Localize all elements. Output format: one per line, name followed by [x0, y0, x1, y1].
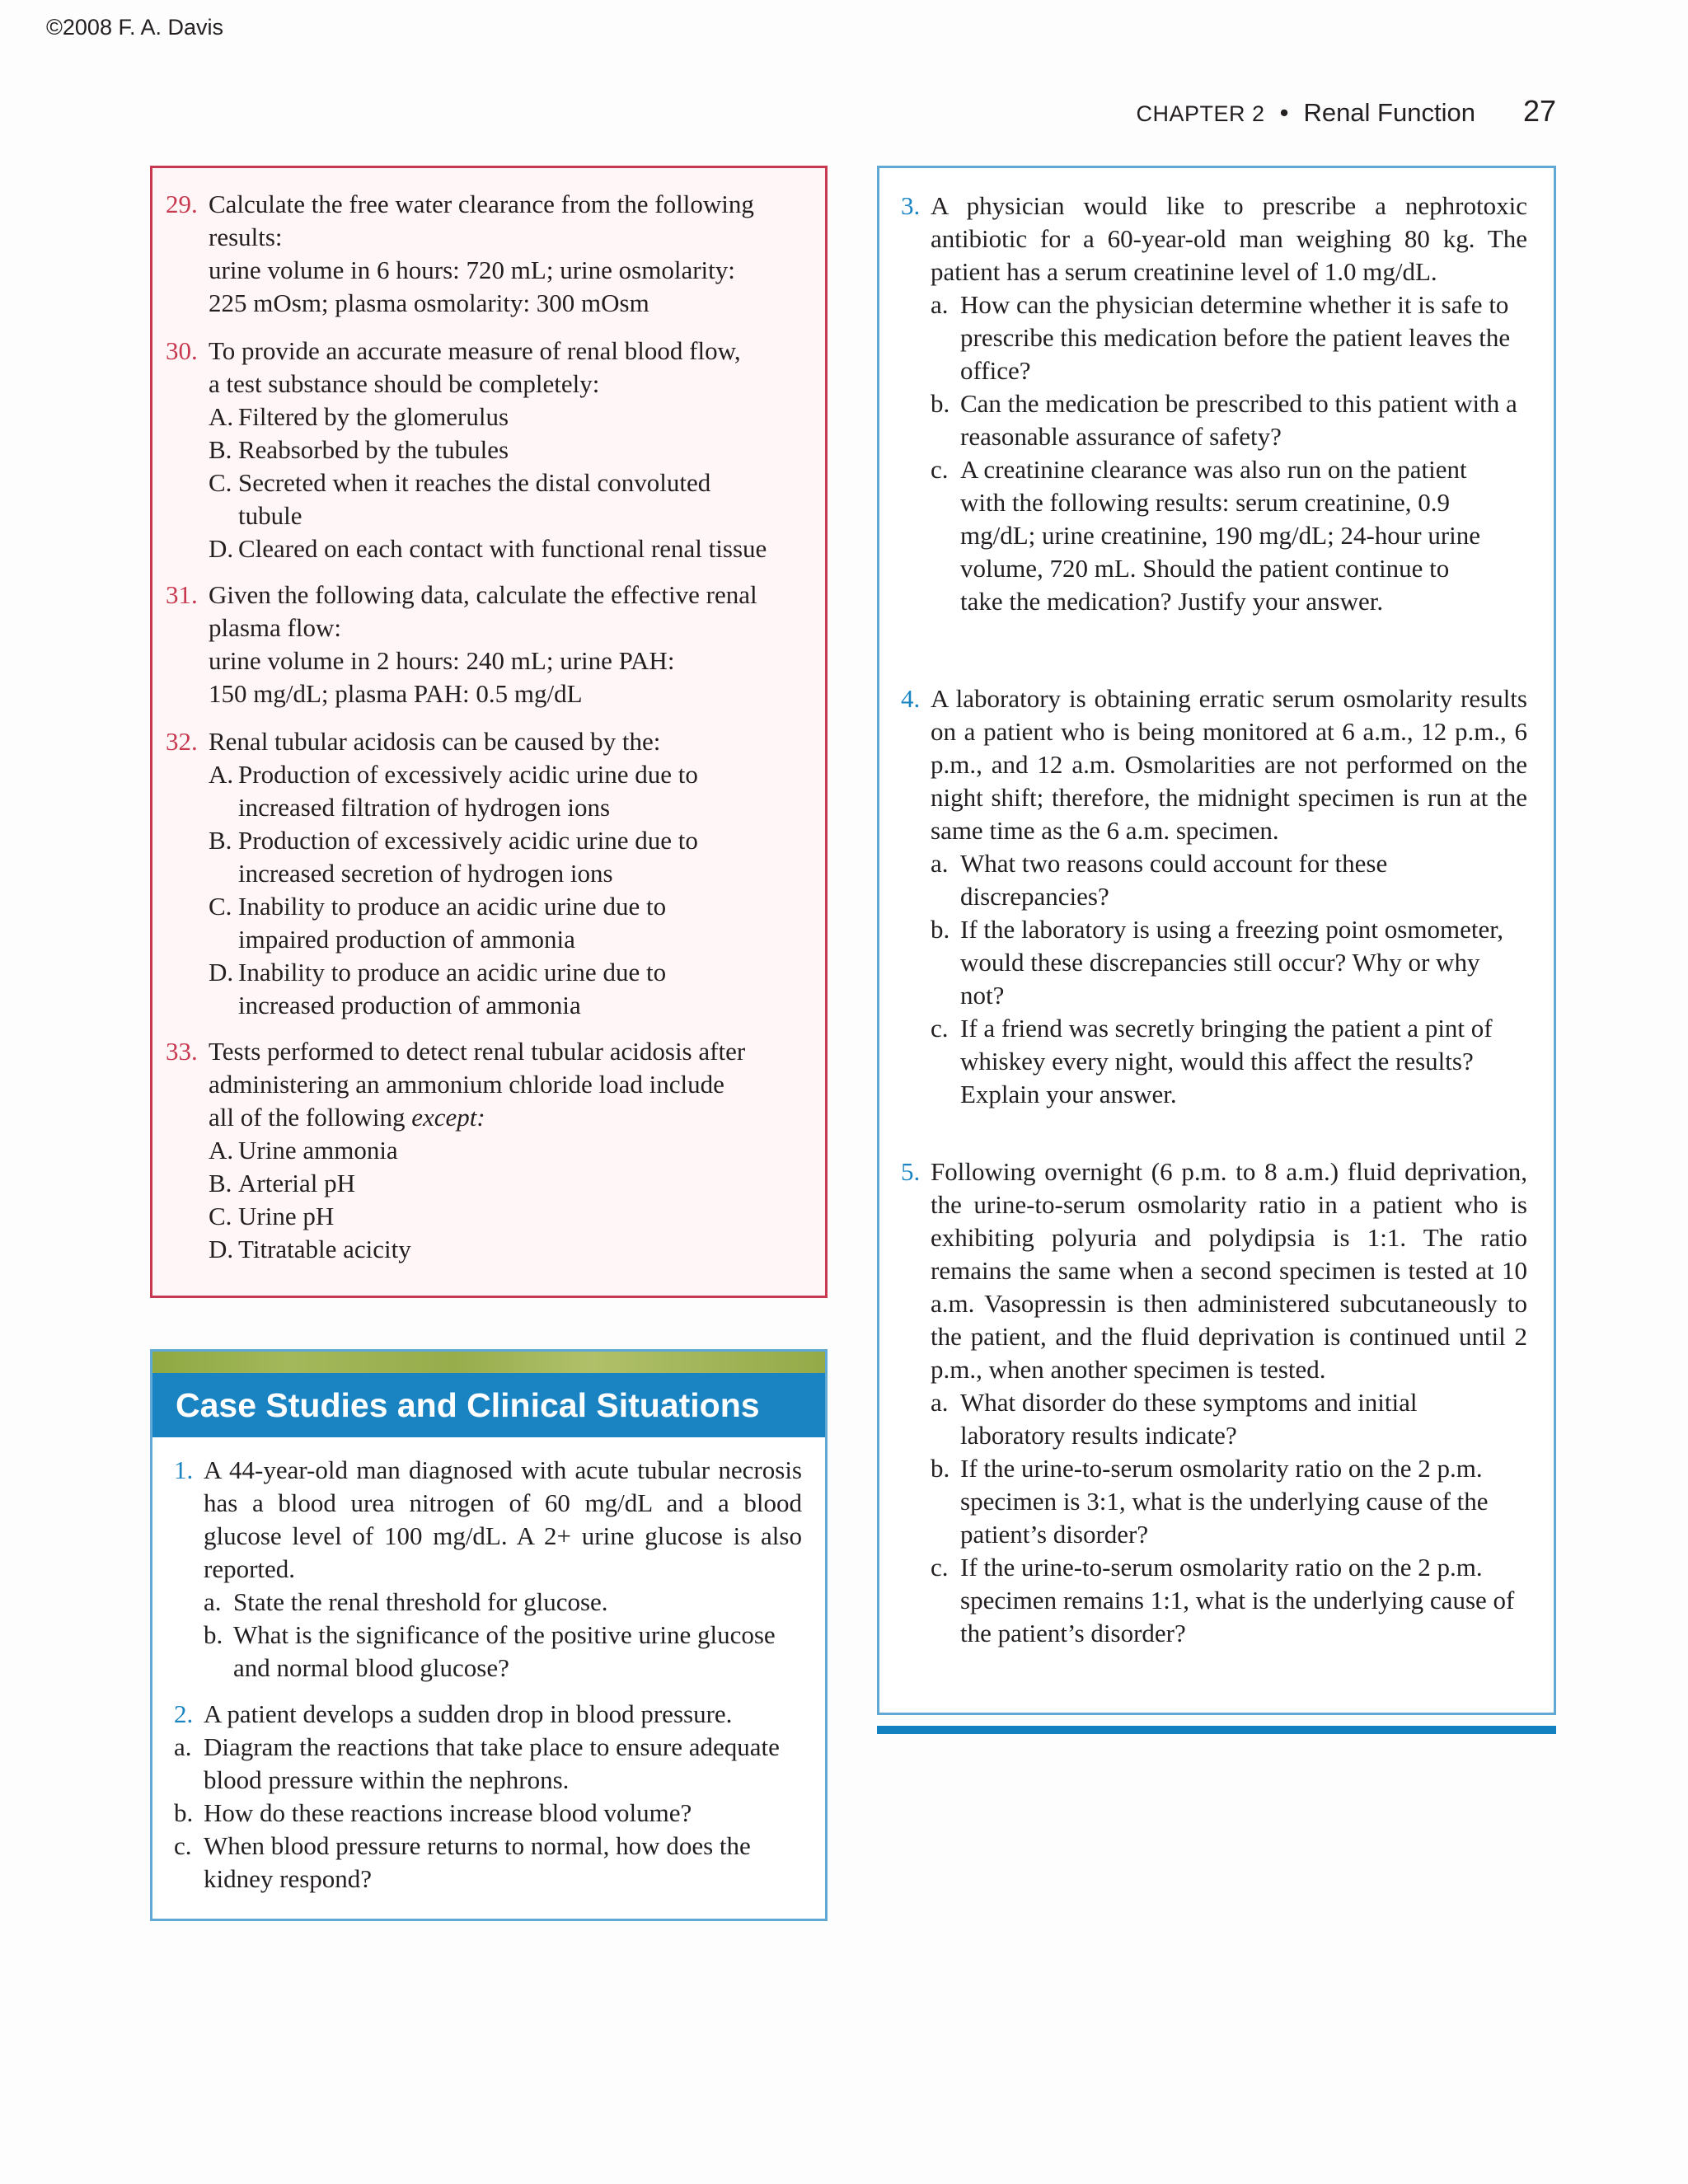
question-text: a test substance should be completely:: [209, 369, 600, 398]
option-letter: C.: [209, 468, 232, 497]
review-questions-box: [150, 166, 828, 1298]
case-subquestion: [901, 1452, 1527, 1551]
case-studies-banner: [152, 1352, 825, 1437]
question-data: 225 mOsm; plasma osmolarity: 300 mOsm: [209, 288, 649, 317]
question-number: 32.: [166, 727, 198, 756]
option-letter: A.: [209, 402, 234, 431]
subquestion-letter: a.: [931, 290, 949, 319]
case-subquestion: [174, 1619, 802, 1685]
case-study-1: [174, 1454, 802, 1685]
subquestion-text: If the urine-to-serum osmolarity ratio on the 2 p.m. specimen remains 1:1, what is the underlying cause of the patient’s disorder?: [960, 1553, 1515, 1647]
case-study-5: [901, 1155, 1527, 1650]
answer-option: [166, 1167, 817, 1200]
subquestion-row: [931, 387, 1527, 453]
question-text: Renal tubular acidosis can be caused by the:: [209, 727, 661, 756]
case-number: 2.: [174, 1699, 194, 1728]
option-text: Cleared on each contact with functional renal tissue: [238, 534, 767, 563]
case-text: Following overnight (6 p.m. to 8 a.m.) fluid deprivation, the urine-to-serum osmolarity ratio in a patient who is exhibiting polyuria and polydipsia is 1:1. The ratio remains the same when a second specimen is tested at 10 a.m. Vasopressin is then administered subcutaneously to the patient, and the fluid deprivation is continued until 2 p.m., when another specimen is tested.: [931, 1157, 1527, 1384]
question-text: results:: [209, 223, 283, 251]
question-number: 31.: [166, 580, 198, 609]
subquestion-text: If the urine-to-serum osmolarity ratio on the 2 p.m. specimen is 3:1, what is the underlying cause of the patient’s disorder?: [960, 1454, 1489, 1549]
question-number: 29.: [166, 190, 198, 218]
option-letter: C.: [209, 892, 232, 921]
case-number: 3.: [901, 191, 921, 220]
case-subquestion: [901, 453, 1527, 618]
answer-option: [166, 532, 817, 565]
answer-option: [166, 824, 817, 890]
case-text: A physician would like to prescribe a nephrotoxic antibiotic for a 60-year-old man weighing 80 kg. The patient has a serum creatinine level of 1.0 mg/dL.: [931, 191, 1527, 286]
case-subquestion: [901, 1386, 1527, 1452]
subquestion-text: Can the medication be prescribed to this patient with a reasonable assurance of safety?: [960, 389, 1517, 451]
subquestion-letter: c.: [931, 1014, 949, 1043]
option-letter: B.: [209, 1169, 232, 1197]
question-number: 33.: [166, 1037, 198, 1066]
option-text: Production of excessively acidic urine due to increased secretion of hydrogen ions: [238, 826, 698, 888]
option-text: Secreted when it reaches the distal convoluted tubule: [238, 468, 711, 530]
subquestion-text: If the laboratory is using a freezing point osmometer, would these discrepancies still occur? Why or why not?: [960, 915, 1504, 1010]
option-letter: D.: [209, 958, 234, 987]
subquestion-letter: a.: [174, 1732, 192, 1761]
subquestion-letter: a.: [204, 1587, 222, 1616]
case-subquestion: [174, 1797, 802, 1830]
option-text: Inability to produce an acidic urine due to increased production of ammonia: [238, 958, 667, 1019]
running-head: [1137, 94, 1556, 129]
case-studies-title: Case Studies and Clinical Situations: [152, 1373, 825, 1437]
question-32: [166, 725, 817, 1022]
subquestion-text: State the renal threshold for glucose.: [233, 1587, 608, 1616]
option-letter: D.: [209, 1235, 234, 1263]
chapter-label: CHAPTER 2: [1136, 101, 1265, 126]
question-text: Tests performed to detect renal tubular acidosis after: [209, 1037, 746, 1066]
question-emphasis: except:: [411, 1103, 485, 1132]
section-end-rule: [877, 1726, 1556, 1734]
question-data: urine volume in 2 hours: 240 mL; urine PAH:: [209, 646, 675, 675]
case-text: A patient develops a sudden drop in blood pressure.: [204, 1699, 733, 1728]
option-text: Filtered by the glomerulus: [238, 402, 509, 431]
case-studies-continued-box: [877, 166, 1556, 1715]
case-subquestion: [901, 913, 1527, 1012]
answer-option: [166, 434, 817, 466]
question-text: [166, 1101, 817, 1134]
option-letter: A.: [209, 1136, 234, 1165]
question-text: administering an ammonium chloride load include: [209, 1070, 724, 1099]
subquestion-letter: a.: [931, 849, 949, 878]
subquestion-letter: b.: [174, 1798, 194, 1827]
case-subquestion: [901, 847, 1527, 913]
subquestion-letter: b.: [931, 389, 950, 418]
subquestion-text: Diagram the reactions that take place to ensure adequate blood pressure within the nephrons.: [204, 1732, 780, 1794]
question-text: Calculate the free water clearance from the following: [209, 190, 754, 218]
question-text: Given the following data, calculate the effective renal: [209, 580, 757, 609]
question-data: urine volume in 6 hours: 720 mL; urine osmolarity:: [209, 255, 735, 284]
answer-option: [166, 1134, 817, 1167]
case-study-3: [901, 190, 1527, 618]
subquestion-letter: c.: [931, 455, 949, 484]
subquestion-text: How can the physician determine whether it is safe to prescribe this medication before the patient leaves the office?: [960, 290, 1511, 385]
case-subquestion: [901, 1012, 1527, 1111]
case-subquestion: [901, 1551, 1527, 1650]
option-text: Urine pH: [238, 1202, 335, 1230]
subquestion-text: What is the significance of the positive urine glucose and normal blood glucose?: [233, 1620, 776, 1682]
question-text: To provide an accurate measure of renal blood flow,: [209, 336, 741, 365]
subquestion-letter: b.: [204, 1620, 223, 1649]
subquestion-letter: c.: [931, 1553, 949, 1582]
case-study-2: [174, 1698, 802, 1896]
option-letter: B.: [209, 826, 232, 855]
option-letter: D.: [209, 534, 234, 563]
option-text: Urine ammonia: [238, 1136, 398, 1165]
question-text-part: all of the following: [209, 1103, 412, 1132]
case-number: 4.: [901, 684, 921, 713]
option-letter: A.: [209, 760, 234, 789]
subquestion-text: When blood pressure returns to normal, how does the kidney respond?: [204, 1831, 751, 1893]
answer-option: [166, 401, 817, 434]
option-text: Arterial pH: [238, 1169, 356, 1197]
question-data: 150 mg/dL; plasma PAH: 0.5 mg/dL: [209, 679, 583, 708]
case-subquestion: [174, 1731, 802, 1797]
case-studies-box: [150, 1349, 828, 1921]
answer-option: [166, 956, 817, 1022]
question-30: [166, 335, 817, 565]
answer-option: [166, 1200, 817, 1233]
copyright-notice: ©2008 F. A. Davis: [46, 15, 223, 40]
case-number: 1.: [174, 1455, 194, 1484]
subquestion-letter: b.: [931, 1454, 950, 1483]
banner-texture: [152, 1352, 825, 1373]
answer-option: [166, 1233, 817, 1266]
question-number: 30.: [166, 336, 198, 365]
bullet-separator: •: [1279, 98, 1289, 127]
case-number: 5.: [901, 1157, 921, 1186]
case-subquestion: [901, 387, 1527, 453]
case-subquestion: [174, 1830, 802, 1896]
case-subquestion: [174, 1586, 802, 1619]
subquestion-letter: b.: [931, 915, 950, 944]
subquestion-text: What two reasons could account for these discrepancies?: [960, 849, 1388, 911]
question-29: [166, 188, 817, 320]
question-text: plasma flow:: [209, 613, 341, 642]
option-text: Inability to produce an acidic urine due to impaired production of ammonia: [238, 892, 667, 954]
subquestion-letter: c.: [174, 1831, 192, 1860]
subquestion-text: A creatinine clearance was also run on the patient with the following results: serum creatinine, 0.9 mg/dL; urine creatinine, 190 mg/dL; 24-hour urine volume, 720 mL. Should the patient continue to take the medication? Justify your answer.: [960, 455, 1481, 616]
option-text: Titratable acicity: [238, 1235, 411, 1263]
subquestion-text: What disorder do these symptoms and initial laboratory results indicate?: [960, 1388, 1418, 1450]
option-letter: C.: [209, 1202, 232, 1230]
chapter-title: Renal Function: [1303, 98, 1475, 127]
case-text: A 44-year-old man diagnosed with acute tubular necrosis has a blood urea nitrogen of 60 mg/dL and a blood glucose level of 100 mg/dL. A 2+ urine glucose is also reported.: [204, 1455, 802, 1583]
answer-option: [166, 466, 817, 532]
question-31: [166, 579, 817, 710]
option-letter: B.: [209, 435, 232, 464]
subquestion-text: If a friend was secretly bringing the patient a pint of whiskey every night, would this affect the results? Explain your answer.: [960, 1014, 1493, 1108]
option-text: Production of excessively acidic urine due to increased filtration of hydrogen ions: [238, 760, 698, 822]
question-33: [166, 1035, 817, 1266]
subquestion-text: How do these reactions increase blood volume?: [204, 1798, 692, 1827]
case-subquestion: [901, 288, 1527, 387]
case-text: A laboratory is obtaining erratic serum osmolarity results on a patient who is being monitored at 6 a.m., 12 p.m., 6 p.m., and 12 a.m. Osmolarities are not performed on the night shift; therefore, the midnight specimen is run at the same time as the 6 a.m. specimen.: [931, 684, 1527, 845]
page-number: 27: [1522, 94, 1556, 128]
answer-option: [166, 890, 817, 956]
subquestion-letter: a.: [931, 1388, 949, 1417]
option-text: Reabsorbed by the tubules: [238, 435, 509, 464]
answer-option: [166, 758, 817, 824]
case-study-4: [901, 682, 1527, 1111]
